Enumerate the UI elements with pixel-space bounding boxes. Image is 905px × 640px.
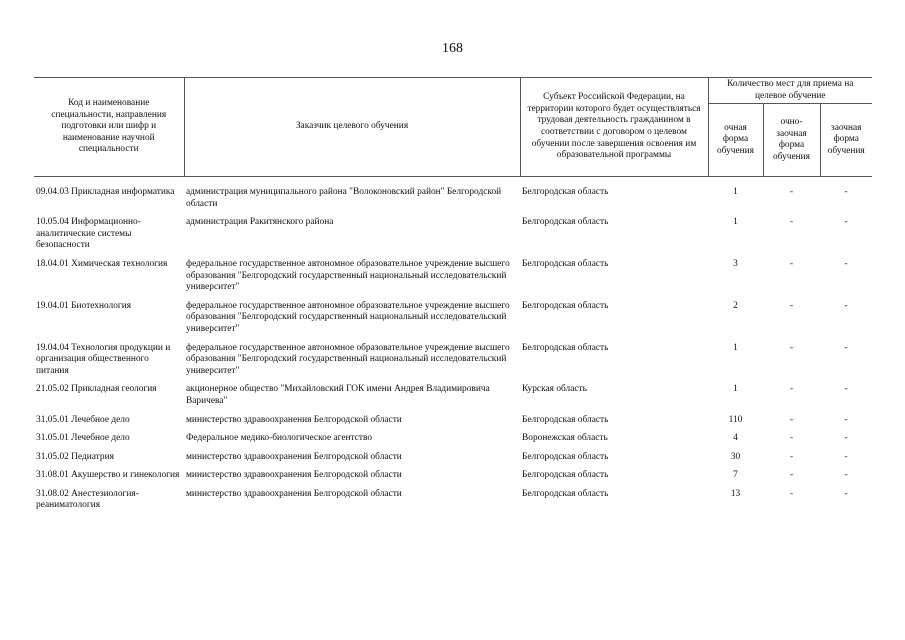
header-part-time: очно-заочная форма обучения <box>763 104 820 177</box>
table-row <box>34 384 872 414</box>
cell-part-time: - <box>789 300 794 311</box>
cell-customer: администрация Ракитянского района <box>186 217 334 228</box>
cell-extramural: - <box>844 414 848 425</box>
cell-part-time: - <box>789 384 794 395</box>
header-code: Код и наименование специальности, направления подготовки или шифр и наименование научной специальности <box>34 78 184 177</box>
table-row <box>34 343 872 385</box>
cell-part-time: - <box>789 470 794 481</box>
cell-code: 10.05.04 Информационно-аналитические системы безопасности <box>36 217 141 251</box>
table-header <box>34 78 872 177</box>
cell-customer: министерство здравоохранения Белгородской области <box>186 451 402 462</box>
cell-code: 19.04.01 Биотехнология <box>36 300 132 311</box>
cell-extramural: - <box>844 187 848 197</box>
header-full-time: очная форма обучения <box>708 104 763 177</box>
cell-full-time: 110 <box>728 414 743 425</box>
cell-part-time: - <box>789 342 794 353</box>
cell-region: Белгородская область <box>522 258 609 269</box>
cell-region: Воронежская область <box>522 433 608 444</box>
cell-customer: администрация муниципального района "Волоконовский район" Белгородской области <box>186 187 502 209</box>
cell-full-time: 1 <box>733 342 738 353</box>
table-row <box>34 259 872 301</box>
cell-customer: министерство здравоохранения Белгородской области <box>186 470 402 481</box>
cell-full-time: 1 <box>733 217 738 228</box>
cell-region: Белгородская область <box>522 300 609 311</box>
cell-region: Белгородская область <box>522 414 609 425</box>
cell-extramural: - <box>844 488 848 499</box>
cell-extramural: - <box>844 384 848 395</box>
cell-code: 31.05.02 Педиатрия <box>36 451 114 462</box>
cell-full-time: 2 <box>733 300 738 311</box>
cell-extramural: - <box>844 258 848 269</box>
cell-extramural: - <box>844 433 848 444</box>
cell-region: Белгородская область <box>522 342 609 353</box>
cell-customer: министерство здравоохранения Белгородской области <box>186 414 402 425</box>
cell-full-time: 13 <box>730 488 741 499</box>
page-number: 168 <box>442 41 463 56</box>
cell-part-time: - <box>789 451 794 462</box>
cell-code: 31.08.01 Акушерство и гинекология <box>36 470 180 481</box>
cell-part-time: - <box>789 187 794 197</box>
cell-full-time: 1 <box>733 187 738 197</box>
cell-customer: федеральное государственное автономное образовательное учреждение высшего образования "Белгородский государственный национальный исследовательский университет" <box>186 300 510 334</box>
cell-full-time: 30 <box>730 451 741 462</box>
cell-full-time: 4 <box>733 433 738 444</box>
cell-code: 21.05.02 Прикладная геология <box>36 384 157 395</box>
cell-full-time: 1 <box>733 384 738 395</box>
header-places: Количество мест для приема на целевое обучение <box>708 78 872 104</box>
cell-full-time: 7 <box>733 470 738 481</box>
cell-full-time: 3 <box>733 258 738 269</box>
cell-part-time: - <box>789 488 794 499</box>
cell-part-time: - <box>789 217 794 228</box>
cell-code: 31.05.01 Лечебное дело <box>36 433 130 444</box>
header-customer: Заказчик целевого обучения <box>184 78 520 177</box>
table-row <box>34 452 872 471</box>
table-row <box>34 301 872 343</box>
cell-code: 31.08.02 Анестезиология-реаниматология <box>36 488 139 511</box>
table-row <box>34 489 872 519</box>
cell-code: 18.04.01 Химическая технология <box>36 258 168 269</box>
cell-code: 09.04.03 Прикладная информатика <box>36 187 175 197</box>
cell-code: 31.05.01 Лечебное дело <box>36 414 130 425</box>
table-row <box>34 217 872 259</box>
cell-part-time: - <box>789 414 794 425</box>
cell-part-time: - <box>789 258 794 269</box>
cell-code: 19.04.04 Технология продукции и организация общественного питания <box>36 342 171 376</box>
cell-region: Белгородская область <box>522 187 609 197</box>
cell-customer: федеральное государственное автономное образовательное учреждение высшего образования "Белгородский государственный национальный исследовательский университет" <box>186 342 510 376</box>
cell-part-time: - <box>789 433 794 444</box>
table-body <box>34 177 872 520</box>
header-extramural: заочная форма обучения <box>820 104 872 177</box>
cell-region: Белгородская область <box>522 217 609 228</box>
table-row <box>34 470 872 489</box>
cell-customer: министерство здравоохранения Белгородской области <box>186 488 402 499</box>
cell-region: Курская область <box>522 384 587 395</box>
cell-extramural: - <box>844 470 848 481</box>
cell-region: Белгородская область <box>522 470 609 481</box>
table-row <box>34 433 872 452</box>
header-region: Субъект Российской Федерации, на территории которого будет осуществляться трудовая деятельность гражданином в соответствии с договором о целевом обучении после завершения освоения им образовательной программы <box>520 78 708 177</box>
cell-region: Белгородская область <box>522 488 609 499</box>
cell-extramural: - <box>844 300 848 311</box>
cell-customer: федеральное государственное автономное образовательное учреждение высшего образования "Белгородский государственный национальный исследовательский университет" <box>186 258 510 293</box>
cell-extramural: - <box>844 451 848 462</box>
cell-extramural: - <box>844 217 848 228</box>
table-row <box>34 415 872 434</box>
table-row <box>34 187 872 217</box>
cell-extramural: - <box>844 342 848 353</box>
cell-customer: Федеральное медико-биологическое агентство <box>186 433 373 444</box>
cell-customer: акционерное общество "Михайловский ГОК имени Андрея Владимировича Варичева" <box>186 384 490 406</box>
admission-table <box>34 77 872 519</box>
cell-region: Белгородская область <box>522 451 609 462</box>
